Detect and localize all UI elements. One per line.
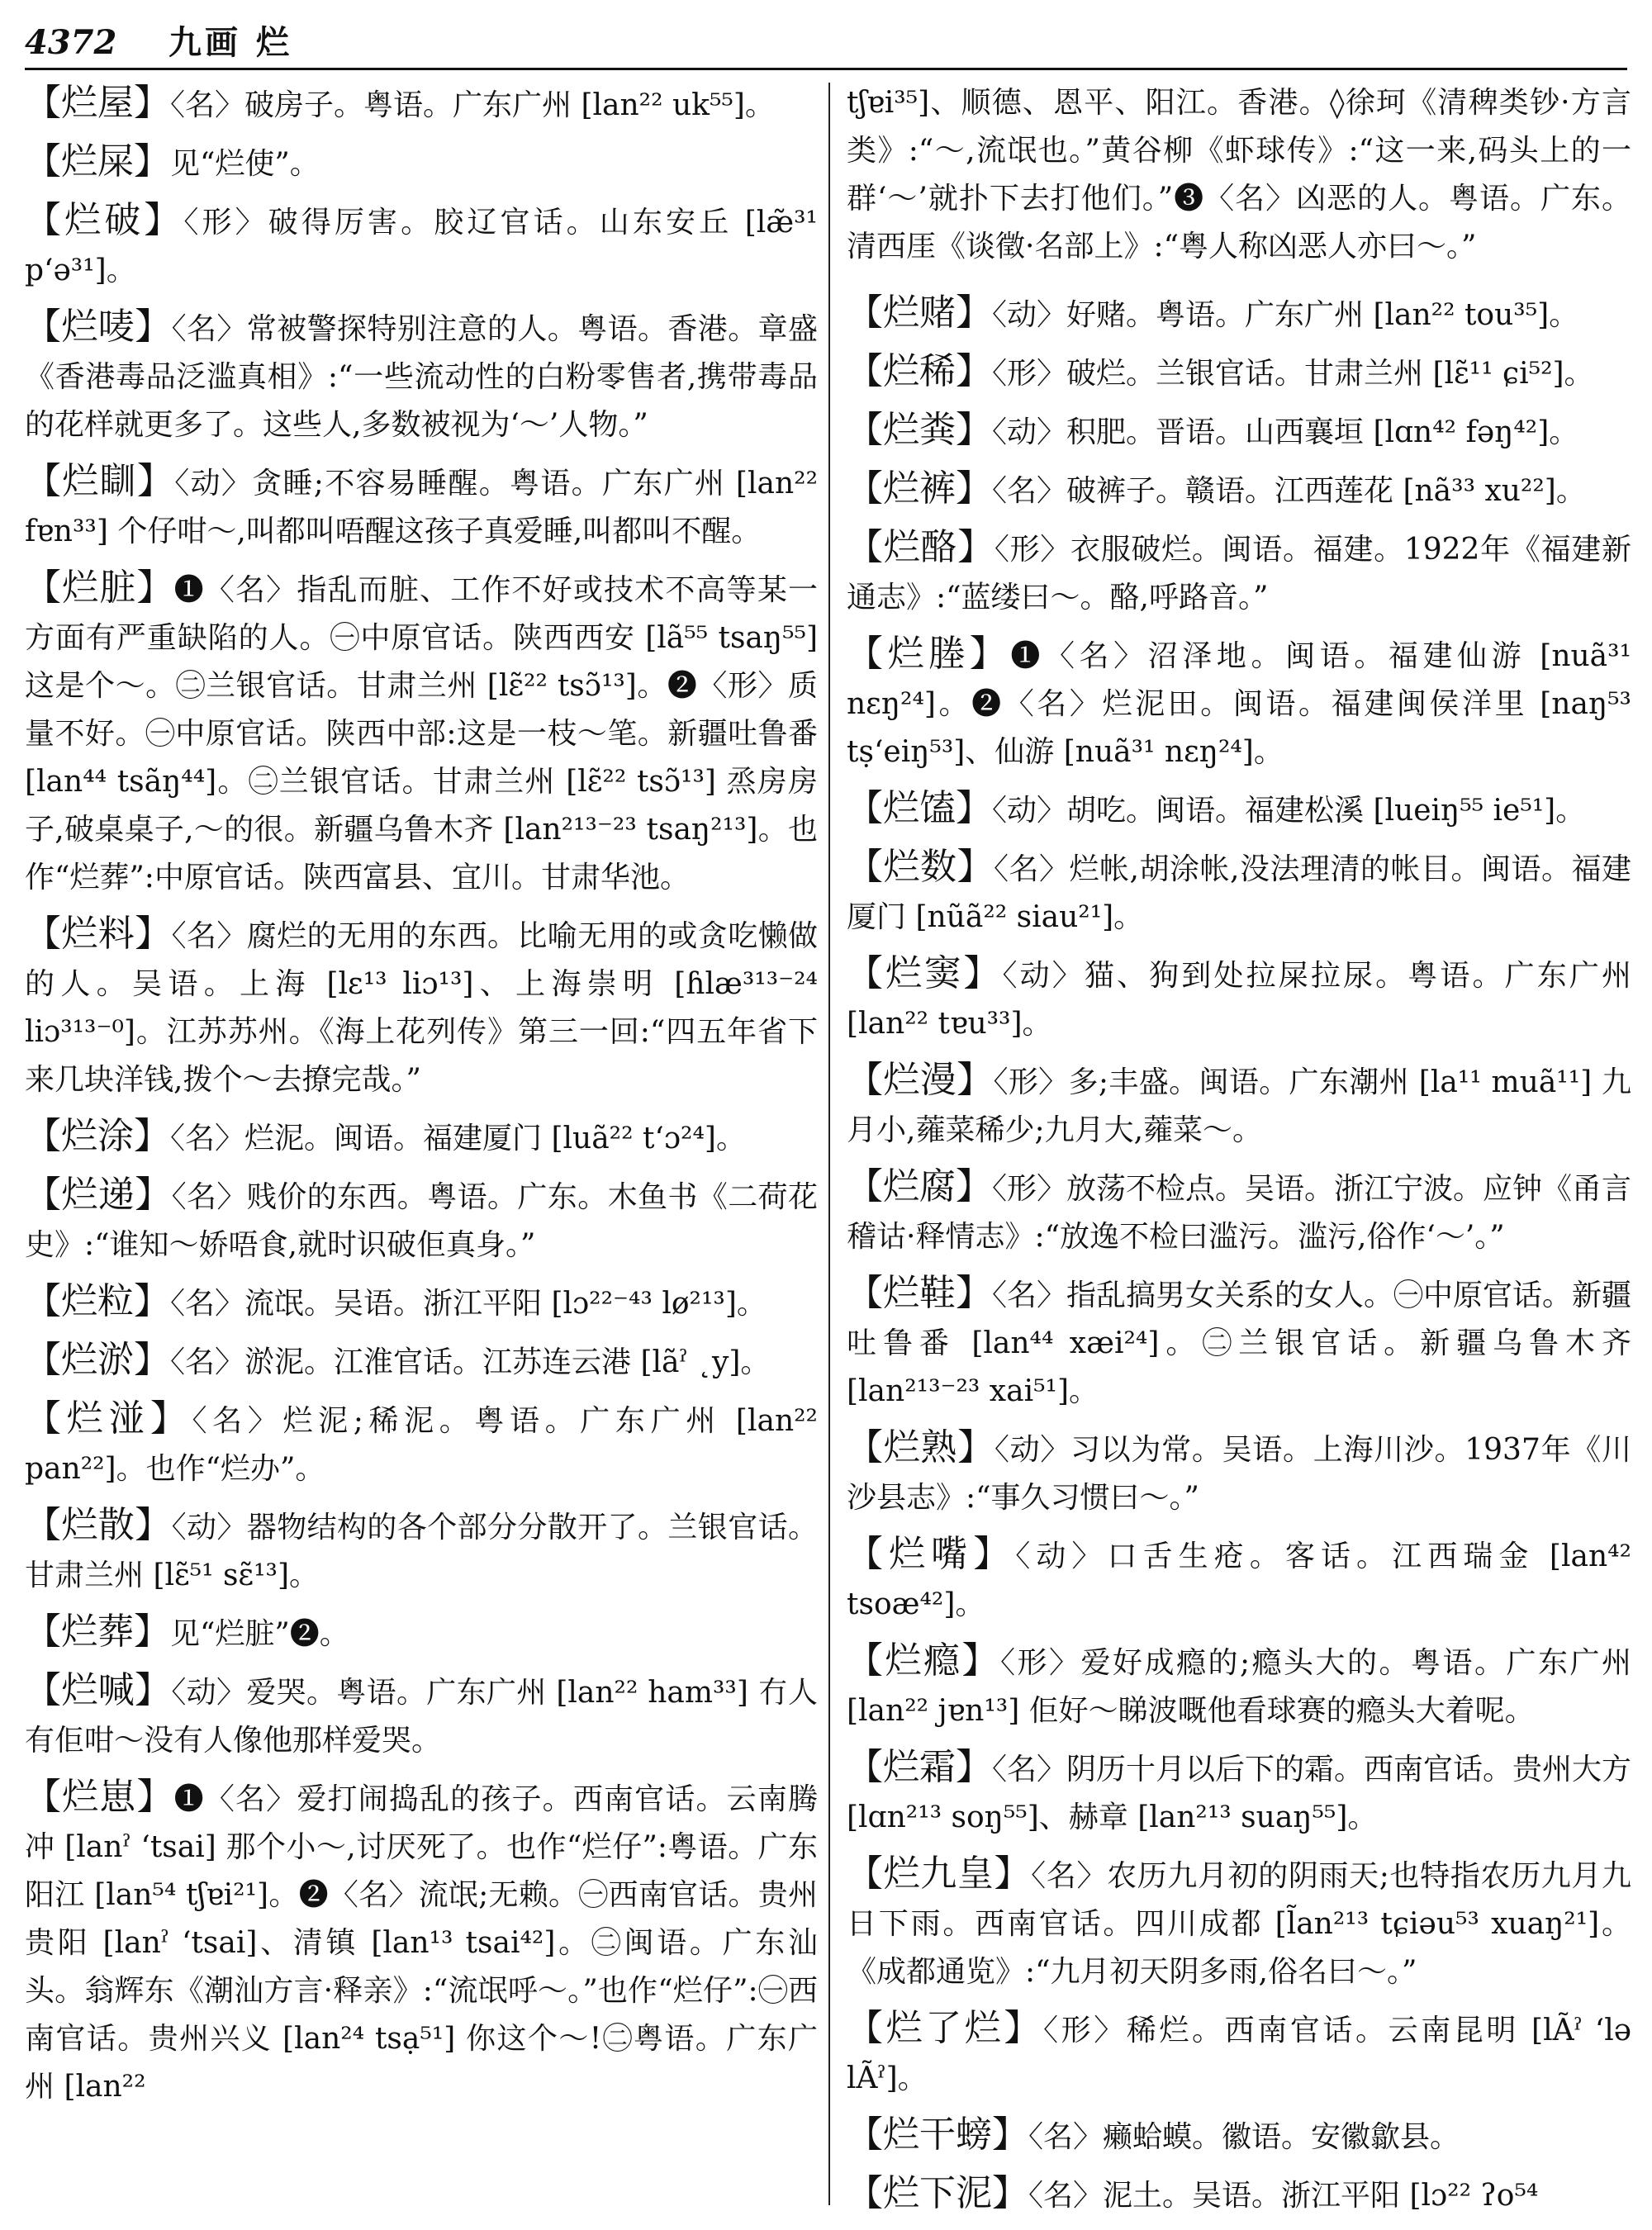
entry-definition: 〈形〉稀烂。西南官话。云南昆明 [lÃˀ ‘lə lÃˀ]。	[847, 2014, 1632, 2095]
entry-definition: 〈形〉破得厉害。胶辽官话。山东安丘 [læ̃³¹ p‘ə³¹]。	[25, 206, 818, 287]
entry-definition: 〈名〉腐烂的无用的东西。比喻无用的或贪吃懒做的人。吴语。上海 [lɛ¹³ liɔ¹³]、上海崇明 [ɦlæ³¹³⁻²⁴ liɔ³¹³⁻⁰]。江苏苏州。《海上花列传》第三一回:“四五年省下来几块洋钱,拨个～去撩完哉。”	[25, 919, 818, 1097]
entry-headword: 【烂瘾】	[847, 1639, 1000, 1682]
entry-definition: 〈名〉泥土。吴语。浙江平阳 [lɔ²² ʔo⁵⁴	[1028, 2179, 1539, 2213]
entry-headword: 【烂数】	[847, 846, 995, 888]
entry-definition: 〈形〉放荡不检点。吴语。浙江宁波。应钟《甬言稽诂·释情志》:“放逸不检曰滥污。滥污,俗作‘～’。”	[847, 1172, 1632, 1254]
entry-headword: 【烂涂】	[25, 1115, 170, 1157]
entry-headword: 【烂瞓】	[25, 460, 175, 502]
dictionary-entry	[847, 1424, 1631, 1522]
entry-headword: 【烂干螃】	[847, 2114, 1028, 2156]
entry-headword: 【烂淤】	[25, 1339, 170, 1381]
entry-headword: 【烂馌】	[847, 787, 992, 829]
entry-headword: 【烂赌】	[847, 292, 992, 334]
dictionary-entry	[25, 1171, 818, 1269]
dictionary-entry	[25, 1395, 818, 1493]
entry-headword: 【烂漫】	[847, 1059, 994, 1101]
entry-definition: 〈名〉常被警探特别注意的人。粤语。香港。章盛《香港毒品泛滥真相》:“一些流动性的白粉零售者,携带毒品的花样就更多了。这些人,多数被视为‘～’人物。”	[25, 312, 818, 442]
dictionary-entry	[847, 2170, 1631, 2220]
entry-headword: 【烂脏】	[25, 567, 174, 609]
entry-headword: 【烂崽】	[25, 1776, 174, 1818]
entry-definition: 〈形〉多;丰盛。闽语。广东潮州 [la¹¹ muã¹¹] 九月小,蕹菜稀少;九月大,蕹菜～。	[847, 1065, 1631, 1147]
entry-definition: ❶〈名〉爱打闹捣乱的孩子。西南官话。云南腾冲 [lanˀ ‘tsai] 那个小～,讨厌死了。也作“烂仔”:粤语。广东阳江 [lan⁵⁴ tʃɐi²¹]。❷〈名〉流氓;无赖。㊀西南官话。贵州贵阳 [lanˀ ‘tsai]、清镇 [lan¹³ tsai⁴²]。㊁闽语。广东汕头。翁辉东《潮汕方言·释亲》:“流氓呼～。”也作“烂仔”:㊀西南官话。贵州兴义 [lan²⁴ tsạ⁵¹] 你这个～!㊁粤语。广东广州 [lan²²	[25, 1782, 818, 2104]
dictionary-entry	[847, 1744, 1631, 1842]
dictionary-entry	[25, 1336, 818, 1387]
dictionary-entry	[25, 564, 818, 902]
entry-definition: 〈动〉口舌生疮。客话。江西瑞金 [lan⁴² tsoæ⁴²]。	[847, 1540, 1631, 1621]
entry-definition: 〈名〉烂泥;稀泥。粤语。广东广州 [lan²² pan²²]。也作“烂办”。	[25, 1404, 818, 1486]
right-column	[847, 79, 1631, 2228]
dictionary-entry	[847, 348, 1631, 398]
entry-definition: 〈动〉器物结构的各个部分分散开了。兰银官话。甘肃兰州 [lɛ̃⁵¹ sɛ̃¹³]。	[25, 1511, 818, 1592]
entry-headword: 【烂料】	[25, 913, 172, 955]
dictionary-entry	[847, 630, 1631, 776]
entry-headword: 【烂鞋】	[847, 1272, 992, 1314]
dictionary-entry	[847, 1163, 1631, 1261]
entry-headword: 【烂递】	[25, 1174, 172, 1216]
entry-headword: 【烂葬】	[25, 1611, 170, 1653]
entry-definition: 〈动〉贪睡;不容易睡醒。粤语。广东广州 [lan²² fɐn³³] 个仔咁～,叫都叫唔醒这孩子真爱睡,叫都叫不醒。	[25, 467, 818, 548]
entry-definition: 见“烂使”。	[170, 147, 320, 181]
entry-definition: 〈动〉爱哭。粤语。广东广州 [lan²² ham³³] 冇人有佢咁～没有人像他那样爱哭。	[25, 1676, 818, 1758]
entry-headword: 【烂粒】	[25, 1280, 170, 1322]
entry-headword: 【烂了烂】	[847, 2007, 1044, 2049]
dictionary-entry	[847, 1637, 1631, 1735]
entry-headword: 【烂稀】	[847, 350, 992, 392]
dictionary-entry	[25, 138, 818, 188]
dictionary-entry	[847, 1269, 1631, 1416]
entry-definition: 〈动〉猫、狗到处拉屎拉尿。粤语。广东广州 [lan²² tɐu³³]。	[847, 959, 1631, 1041]
dictionary-entry	[847, 785, 1631, 835]
entry-definition: 〈名〉阴历十月以后下的霜。西南官话。贵州大方 [lɑn²¹³ soŋ⁵⁵]、赫章 [lan²¹³ suaŋ⁵⁵]。	[847, 1753, 1632, 1834]
dictionary-entry	[25, 1113, 818, 1163]
dictionary-entry	[25, 1773, 818, 2111]
entry-definition: 〈名〉烂帐,胡涂帐,没法理清的帐目。闽语。福建厦门 [nũã²² siau²¹]。	[847, 852, 1632, 934]
entry-definition: 〈名〉破房子。粤语。广东广州 [lan²² uk⁵⁵]。	[170, 88, 775, 122]
entry-headword: 【烂窦】	[847, 952, 1003, 994]
dictionary-entry	[25, 910, 818, 1104]
entry-definition: 见“烂脏”❷。	[170, 1617, 349, 1651]
entry-definition: 〈动〉习以为常。吴语。上海川沙。1937年《川沙县志》:“事久习惯曰～。”	[847, 1433, 1632, 1515]
entry-definition: 〈动〉胡吃。闽语。福建松溪 [lueiŋ⁵⁵ ie⁵¹]。	[992, 794, 1586, 828]
entry-headword: 【烂熟】	[847, 1426, 995, 1468]
entry-definition: 〈形〉衣服破烂。闽语。福建。1922年《福建新通志》:“蓝缕曰～。酪,呼路音。”	[847, 533, 1632, 614]
entry-definition: 〈动〉积肥。晋语。山西襄垣 [lɑn⁴² fəŋ⁴²]。	[992, 415, 1579, 449]
entry-headword: 【烂嘴】	[847, 1533, 1016, 1575]
entry-definition: 〈名〉淤泥。江淮官话。江苏连云港 [lãˀ ˛y]。	[170, 1345, 771, 1379]
dictionary-entry	[25, 303, 818, 449]
entry-headword: 【烂霜】	[847, 1746, 992, 1788]
entry-definition: ❶〈名〉指乱而脏、工作不好或技术不高等某一方面有严重缺陷的人。㊀中原官话。陕西西安 [lã⁵⁵ tsaŋ⁵⁵] 这是个～。㊁兰银官话。甘肃兰州 [lɛ̃²² tsɔ̃¹³]。❷〈形〉质量不好。㊀中原官话。陕西中部:这是一枝～笔。新疆吐鲁番 [lan⁴⁴ tsãŋ⁴⁴]。㊁兰银官话。甘肃兰州 [lɛ̃²² tsɔ̃¹³] 烝房房子,破桌桌子,～的很。新疆乌鲁木齐 [lan²¹³⁻²³ tsaŋ²¹³]。也作“烂葬”:中原官话。陕西富县、宜川。甘肃华池。	[25, 573, 818, 894]
dictionary-entry	[847, 1056, 1631, 1155]
page-title: 九画 烂	[169, 23, 292, 62]
entry-headword: 【烂粪】	[847, 409, 992, 451]
entry-definition: ❶〈名〉沼泽地。闽语。福建仙游 [nuã³¹ nɛŋ²⁴]。❷〈名〉烂泥田。闽语。福建闽侯洋里 [naŋ⁵³ tṣ‘eiŋ⁵³]、仙游 [nuã³¹ nɛŋ²⁴]。	[847, 639, 1632, 769]
dictionary-entry	[25, 458, 818, 556]
entry-headword: 【烂破】	[25, 199, 184, 241]
entry-headword: 【烂唛】	[25, 306, 172, 348]
entry-definition: 〈名〉流氓。吴语。浙江平阳 [lɔ²²⁻⁴³ lø²¹³]。	[170, 1287, 767, 1321]
column-divider	[828, 83, 830, 2205]
entry-definition: 〈名〉烂泥。闽语。福建厦门 [luã²² t‘ɔ²⁴]。	[170, 1122, 746, 1155]
entry-definition: 〈名〉破裤子。赣语。江西莲花 [nã³³ xu²²]。	[992, 474, 1586, 508]
dictionary-entry	[847, 406, 1631, 457]
page-header	[25, 18, 292, 68]
entry-definition: 〈名〉指乱搞男女关系的女人。㊀中原官话。新疆吐鲁番 [lan⁴⁴ xæi²⁴]。㊁兰银官话。新疆乌鲁木齐 [lan²¹³⁻²³ xai⁵¹]。	[847, 1279, 1632, 1408]
left-column	[25, 79, 818, 2119]
entry-definition: 〈名〉癞蛤蟆。徽语。安徽歙县。	[1028, 2120, 1460, 2154]
entry-definition: 〈名〉农历九月初的阴雨天;也特指农历九月九日下雨。西南官话。四川成都 [l̃an²¹³ tɕiəu⁵³ xuaŋ²¹]。《成都通览》:“九月初天阴多雨,俗名曰～。”	[847, 1859, 1631, 1989]
entry-headword: 【烂酪】	[847, 526, 995, 568]
dictionary-entry	[847, 524, 1631, 622]
dictionary-entry	[847, 465, 1631, 515]
dictionary-entry	[25, 1608, 818, 1658]
entry-definition: 〈动〉好赌。粤语。广东广州 [lan²² tou³⁵]。	[992, 298, 1579, 332]
entry-headword: 【烂裤】	[847, 467, 992, 510]
dictionary-entry	[847, 1530, 1631, 1629]
dictionary-entry	[25, 79, 818, 130]
dictionary-entry	[25, 1667, 818, 1765]
dictionary-entry	[847, 843, 1631, 942]
dictionary-entry	[847, 950, 1631, 1048]
dictionary-entry	[847, 79, 1631, 271]
entry-headword: 【烂下泥】	[847, 2172, 1028, 2214]
dictionary-entry	[847, 2111, 1631, 2161]
entry-headword: 【烂九皇】	[847, 1853, 1032, 1895]
entry-definition: 〈形〉破烂。兰银官话。甘肃兰州 [lɛ̃¹¹ ɕi⁵²]。	[992, 357, 1594, 391]
entry-headword: 【烂屎】	[25, 140, 170, 183]
entry-headword: 【烂湴】	[25, 1397, 192, 1440]
entry-headword: 【烂塍】	[847, 633, 1011, 675]
header-rule	[25, 68, 1627, 70]
dictionary-entry	[25, 1278, 818, 1328]
dictionary-entry	[847, 2005, 1631, 2103]
dictionary-entry	[847, 1850, 1631, 1996]
page-number: 4372	[25, 23, 117, 62]
entry-definition: 〈名〉贱价的东西。粤语。广东。木鱼书《二荷花史》:“谁知～娇唔食,就时识破佢真身。”	[25, 1180, 818, 1262]
dictionary-entry	[847, 289, 1631, 339]
entry-headword: 【烂散】	[25, 1504, 172, 1546]
entry-definition: 〈形〉爱好成瘾的;瘾头大的。粤语。广东广州 [lan²² jɐn¹³] 佢好～睇波嘅他看球赛的瘾头大着呢。	[847, 1646, 1631, 1728]
dictionary-entry	[25, 197, 818, 295]
entry-headword: 【烂屋】	[25, 82, 170, 124]
entry-headword: 【烂腐】	[847, 1165, 992, 1208]
entry-definition: tʃɐi³⁵]、顺德、恩平、阳江。香港。◊徐珂《清稗类钞·方言类》:“～,流氓也。”黄谷柳《虾球传》:“这一来,码头上的一群‘～’就扑下去打他们。”❸〈名〉凶恶的人。粤语。广东。清西厓《谈徵·名部上》:“粤人称凶恶人亦曰～。”	[847, 86, 1631, 263]
entry-headword: 【烂喊】	[25, 1669, 172, 1711]
dictionary-entry	[25, 1502, 818, 1600]
